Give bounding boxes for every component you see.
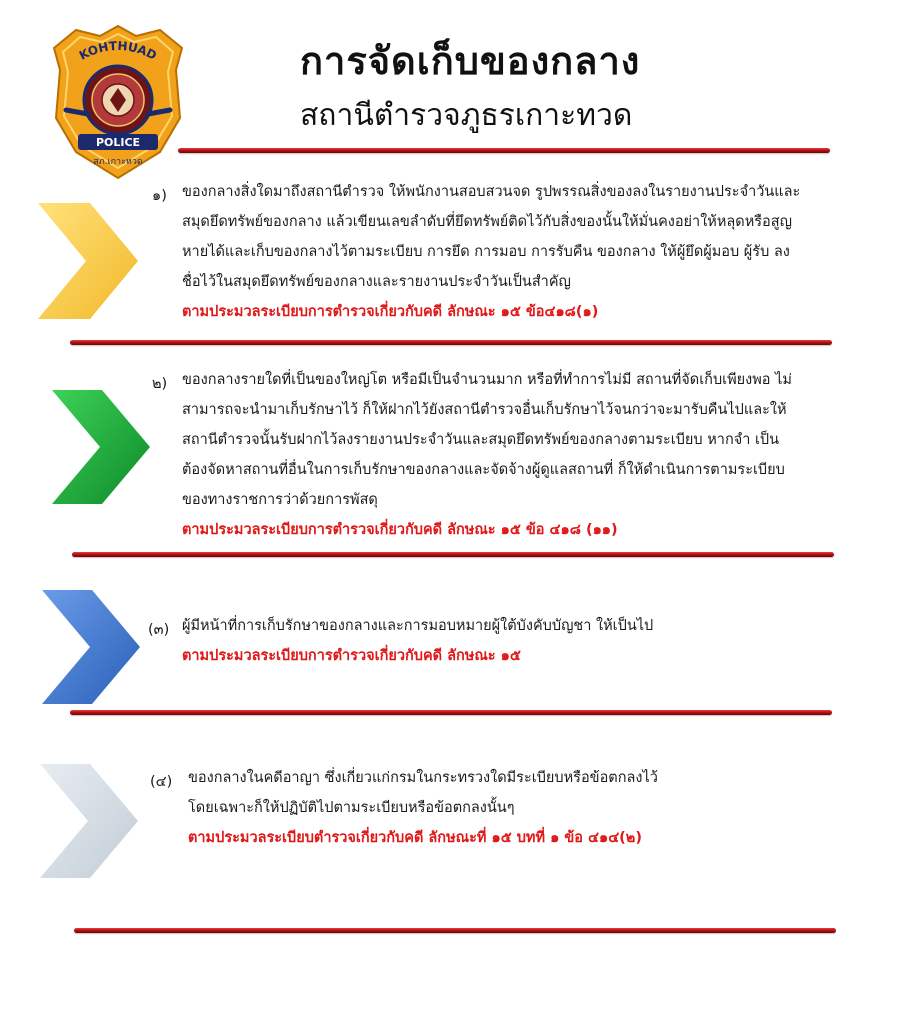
section-text-line: สามารถจะนำมาเก็บรักษาไว้ ก็ให้ฝากไว้ยังสถานีตำรวจอื่นเก็บรักษาไว้จนกว่าจะมารับคืนไปและให้ [182,402,787,418]
section-1 [182,177,800,327]
section-text-line: สมุดยึดทรัพย์ของกลาง แล้วเขียนเลขลำดับที่ยึดทรัพย์ติดไว้กับสิ่งของนั้นให้มั่นคงอย่าให้หลุดหรือสูญ [182,214,792,230]
section-number: (๔) [150,774,173,790]
section-number: ๒) [152,376,168,392]
section-reference: ตามประมวลระเบียบตำรวจเกี่ยวกับคดี ลักษณะที่ ๑๕ บทที่ ๑ ข้อ ๔๑๔(๒) [188,830,642,846]
section-reference: ตามประมวลระเบียบการตำรวจเกี่ยวกับคดี ลักษณะ ๑๕ ข้อ๔๑๘(๑) [182,304,599,320]
divider-rule-1 [178,148,830,153]
page-subtitle: สถานีตำรวจภูธรเกาะทวด [300,98,633,133]
section-3 [182,611,653,671]
section-text-line: ชื่อไว้ในสมุดยึดทรัพย์ของกลางและรายงานประจำวันเป็นสำคัญ [182,274,571,290]
section-text-line: ของกลางรายใดที่เป็นของใหญ่โต หรือมีเป็นจำนวนมาก หรือที่ทำการไม่มี สถานที่จัดเก็บเพียงพอ ไม่ [182,372,792,388]
chevron-arrow-icon [38,203,138,319]
section-text-line: ของกลางในคดีอาญา ซึ่งเกี่ยวแก่กรมในกระทรวงใดมีระเบียบหรือข้อตกลงไว้ [188,770,658,786]
section-text-line: โดยเฉพาะก็ให้ปฏิบัติไปตามระเบียบหรือข้อตกลงนั้นๆ [188,800,515,816]
section-reference: ตามประมวลระเบียบการตำรวจเกี่ยวกับคดี ลักษณะ ๑๕ ข้อ ๔๑๘ (๑๑) [182,522,618,538]
section-2 [182,365,792,545]
divider-rule-4 [70,710,832,715]
badge-top-text: KOHTHUAD [76,38,159,63]
page-title: การจัดเก็บของกลาง [300,39,641,83]
section-text-line: ของกลางสิ่งใดมาถึงสถานีตำรวจ ให้พนักงานสอบสวนจด รูปพรรณสิ่งของลงในรายงานประจำวันและ [182,184,801,200]
divider-rule-3 [72,552,834,557]
badge-bottom-text: สภ.เกาะหวด [93,157,143,167]
section-4 [188,763,658,853]
police-badge-logo [48,22,188,182]
chevron-arrow-icon [52,390,150,504]
section-text-line: ของทางราชการว่าด้วยการพัสดุ [182,492,378,508]
section-text-line: ผู้มีหน้าที่การเก็บรักษาของกลางและการมอบหมายผู้ใต้บังคับบัญชา ให้เป็นไป [182,618,654,634]
section-text-line: สถานีตำรวจนั้นรับฝากไว้ลงรายงานประจำวันและสมุดยึดทรัพย์ของกลางตามระเบียบ หากจำ เป็น [182,432,780,448]
badge-banner-text: POLICE [95,136,141,149]
section-number: ๑) [152,188,167,204]
section-reference: ตามประมวลระเบียบการตำรวจเกี่ยวกับคดี ลักษณะ ๑๕ [182,648,521,664]
divider-rule-5 [74,928,836,933]
section-text-line: ต้องจัดหาสถานที่อื่นในการเก็บรักษาของกลางและจัดจ้างผู้ดูแลสถานที่ ก็ให้ดำเนินการตามระเบียบ [182,462,785,478]
chevron-arrow-icon [40,764,138,878]
chevron-arrow-icon [42,590,140,704]
section-text-line: หายได้และเก็บของกลางไว้ตามระเบียบ การยึด การมอบ การรับคืน ของกลาง ให้ผู้ยึดผู้มอบ ผู้รับ ลง [182,244,790,260]
divider-rule-2 [70,340,832,345]
section-number: (๓) [148,622,170,638]
